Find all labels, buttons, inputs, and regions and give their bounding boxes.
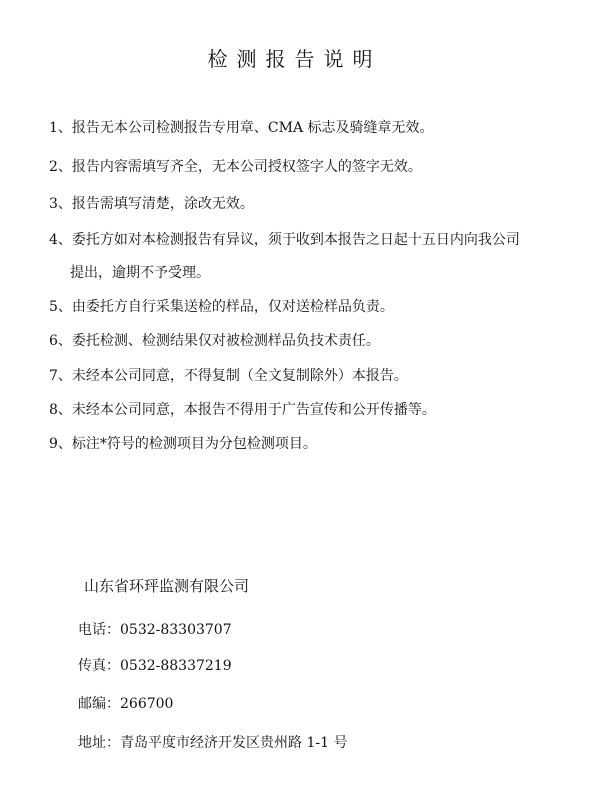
item-text: 委托方如对本检测报告有异议，须于收到本报告之日起十五日内向我公司 [71,232,520,248]
postcode-line: 邮编：266700 [78,696,174,712]
item-text: 由委托方自行采集送检的样品，仅对送检样品负责。 [71,299,394,315]
item-text: 委托检测、检测结果仅对被检测样品负技术责任。 [71,333,380,349]
page-title: 检测报告说明 [207,47,382,71]
item-text: 报告内容需填写齐全，无本公司授权签字人的签字无效。 [71,159,422,175]
item-number: 8、 [49,402,72,418]
fax-line: 传真：0532-88337219 [78,658,232,674]
item-number: 2、 [49,159,72,175]
address-line: 地址：青岛平度市经济开发区贵州路 1-1 号 [78,735,348,751]
list-item-continuation [70,263,210,283]
list-item [49,230,520,250]
item-text: 报告无本公司检测报告专用章、CMA 标志及骑缝章无效。 [71,120,434,136]
item-number: 5、 [49,299,72,315]
item-text-continuation: 提出，逾期不予受理。 [70,265,210,281]
item-number: 4、 [49,232,72,248]
list-item [49,157,422,177]
item-text: 未经本公司同意，不得复制（全文复制除外）本报告。 [71,368,408,384]
list-item [49,297,394,317]
list-item [49,331,380,351]
item-number: 6、 [49,333,72,349]
phone-line: 电话：0532-83303707 [78,622,232,638]
list-item [49,434,317,454]
list-item [49,366,408,386]
item-number: 3、 [49,196,72,212]
item-text: 标注*符号的检测项目为分包检测项目。 [71,436,317,452]
item-text: 未经本公司同意，本报告不得用于广告宣传和公开传播等。 [71,402,436,418]
list-item [49,400,436,420]
list-item [49,118,434,138]
item-number: 1、 [49,120,72,136]
item-number: 9、 [49,436,72,452]
item-text: 报告需填写清楚，涂改无效。 [71,196,254,212]
item-number: 7、 [49,368,72,384]
list-item [49,194,254,214]
company-name: 山东省环玶监测有限公司 [84,577,250,595]
